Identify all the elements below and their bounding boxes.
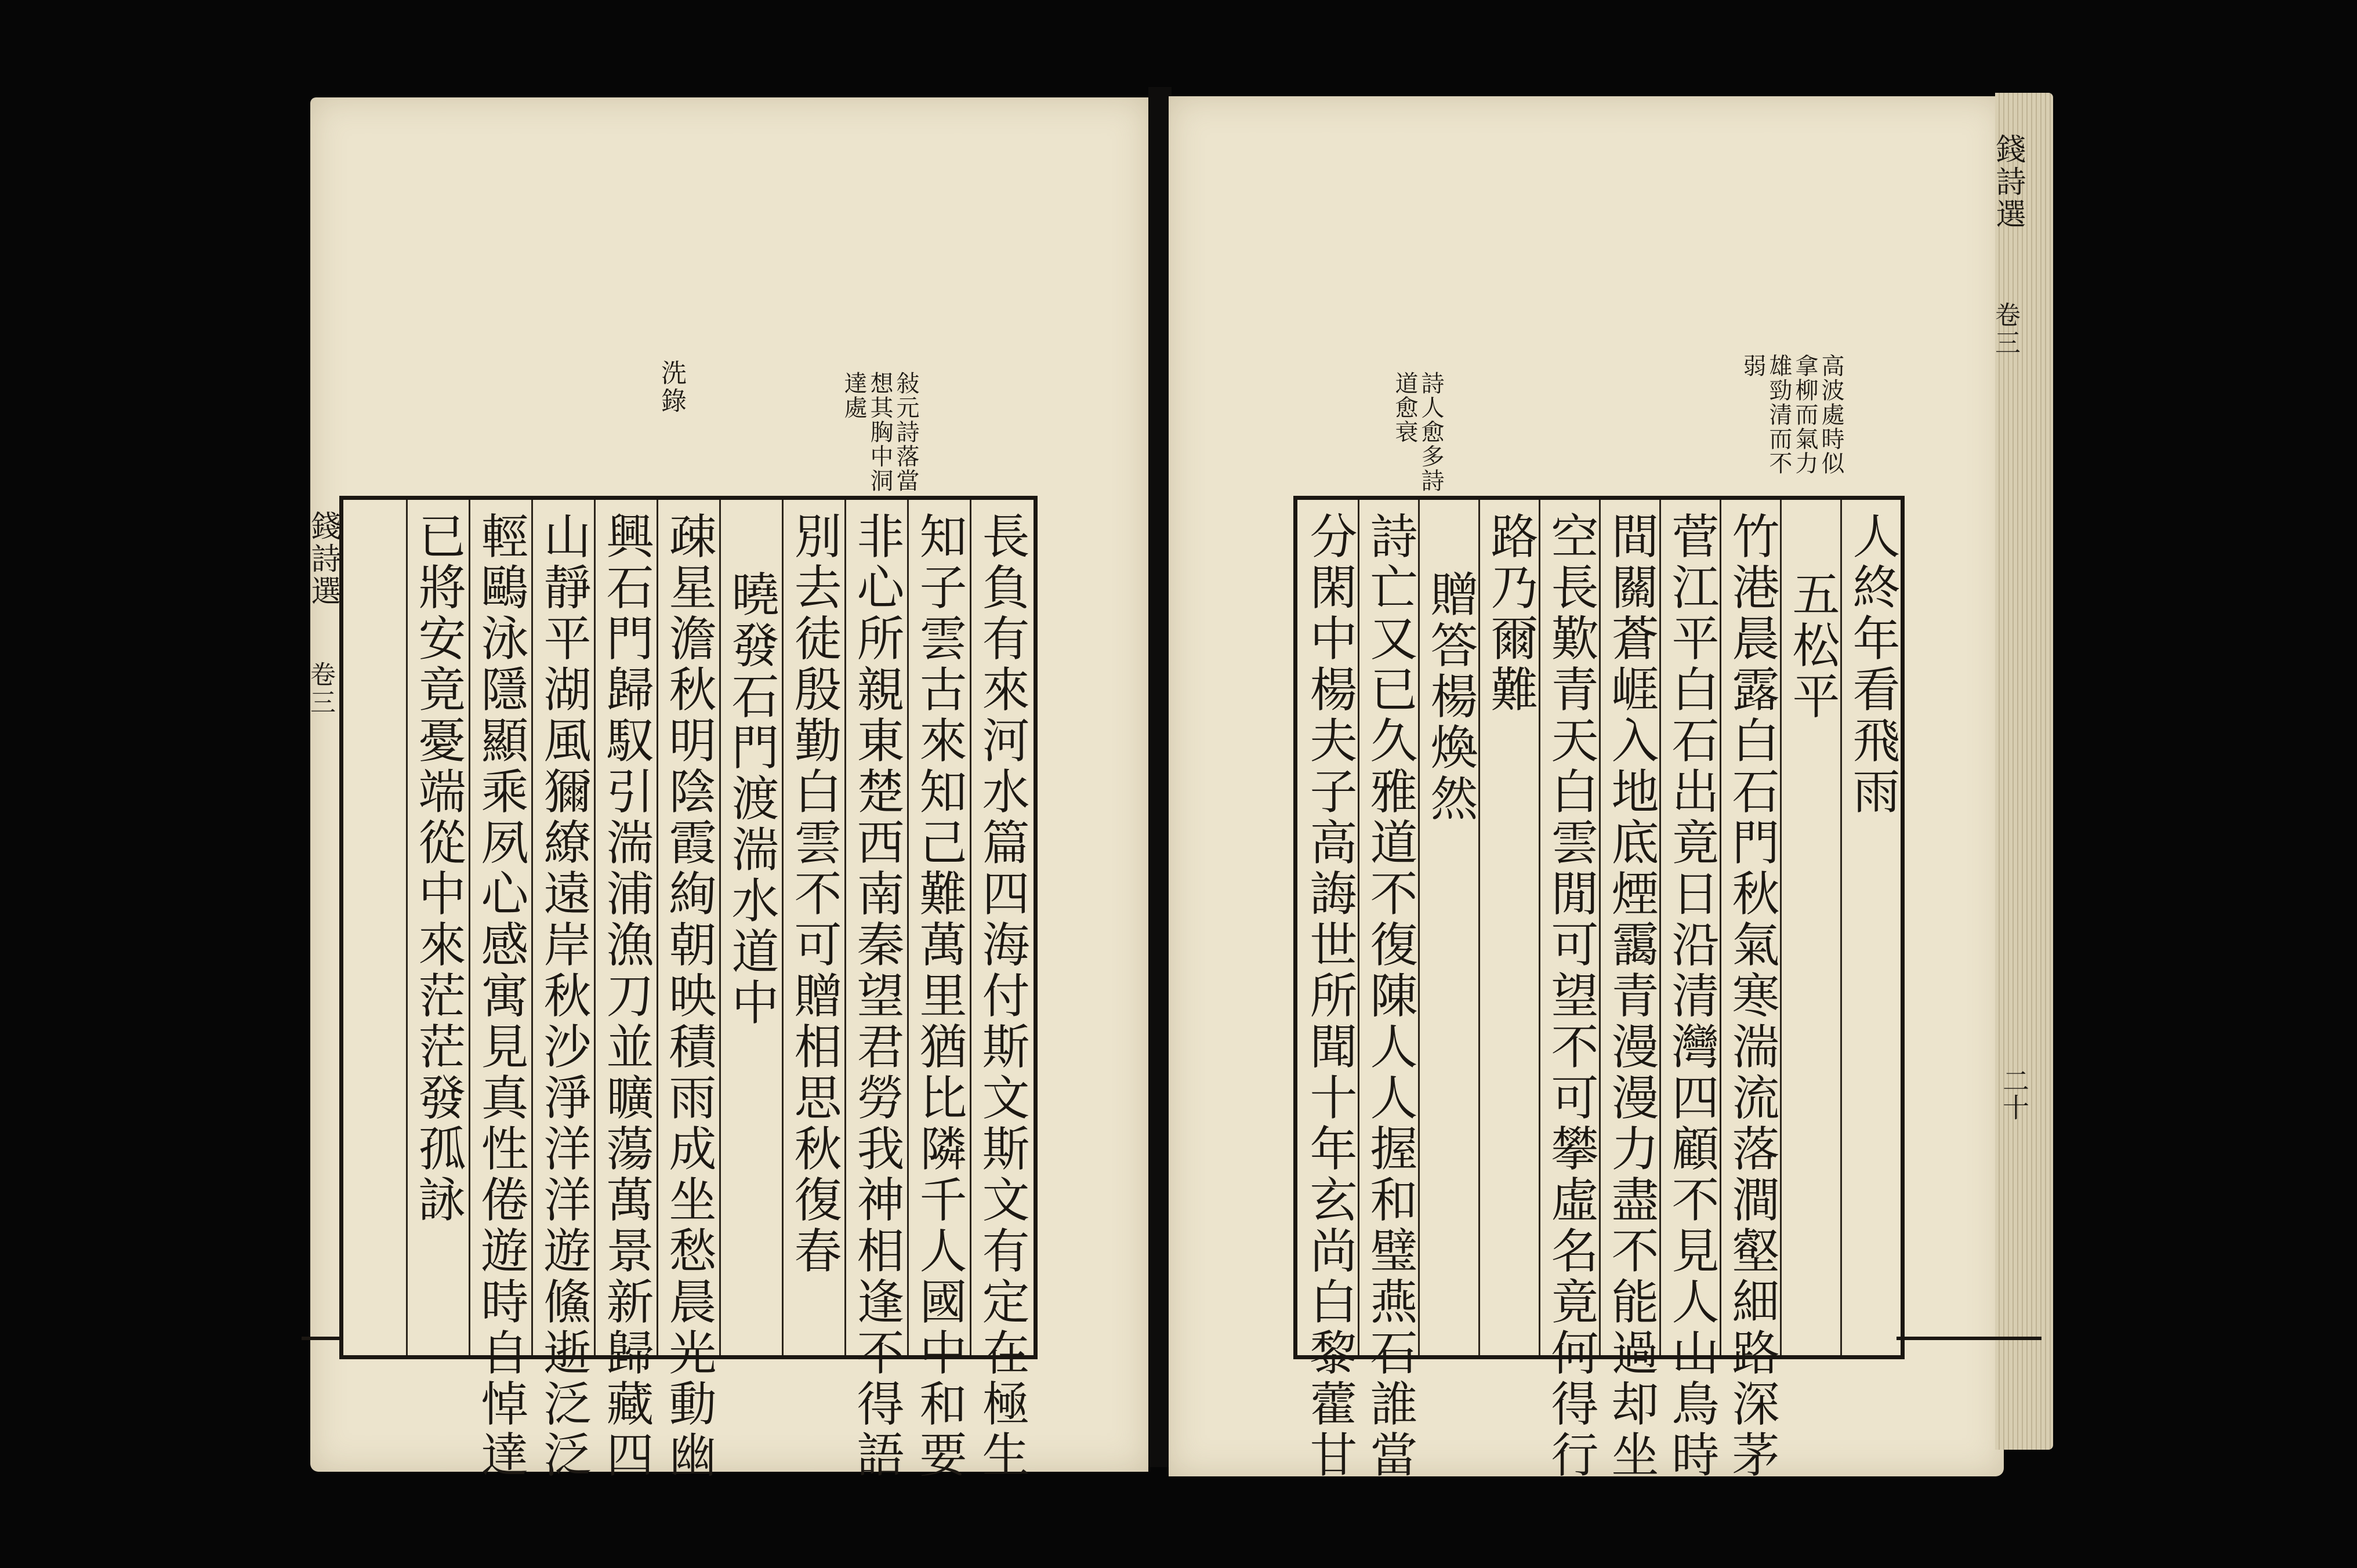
fishtail-mark [1897, 1337, 2041, 1340]
right-text-frame [1293, 496, 1905, 1481]
right-margin-volume: 卷三 [1990, 302, 2020, 357]
left-margin-title: 錢詩選 [306, 510, 340, 608]
right-column-1: 人終年看飛雨 [1845, 511, 1900, 818]
left-header-note-3: 達處 [840, 371, 867, 420]
left-column-1: 長負有來河水篇四海付斯文斯文有定在極生 [974, 511, 1029, 1481]
left-column-6: 疎星澹秋明陰霞絢朝映積雨成坐愁晨光動幽 [661, 511, 716, 1481]
left-margin-volume: 卷三 [306, 661, 335, 717]
left-column-4: 別去徒殷勤白雲不可贈相思秋復春 [786, 511, 842, 1277]
right-margin-title: 錢詩選 [1990, 133, 2025, 231]
right-column-3: 竹港晨露白石門秋氣寒湍流落澗壑細路深茅 [1724, 511, 1779, 1481]
right-column-10: 分閑中楊夫子高誨世所聞十年玄尚白黎藿甘 [1302, 511, 1357, 1481]
section-mark: 洗錄 [657, 360, 686, 415]
right-header-note-2: 拿柳而氣力 [1792, 354, 1818, 476]
book-gutter [1148, 87, 1172, 1467]
right-header-note-1: 高波處時似 [1818, 354, 1844, 476]
right-column-7: 路乃爾難 [1483, 511, 1538, 716]
left-header-note-1: 敍元詩落當 [893, 371, 919, 493]
page-edges [1995, 93, 2053, 1450]
right-column-5: 間關蒼崕入地底煙靄青漫漫力盡不能過却坐 [1604, 511, 1659, 1481]
folio-number: 二十 [1999, 1067, 2030, 1120]
right-header-note-3: 雄勁清而不 [1765, 354, 1792, 476]
right-header-note-5: 詩人愈多詩 [1417, 371, 1444, 493]
left-column-2: 知子雲古來知己難萬里猶比隣千人國中和要 [912, 511, 967, 1481]
right-poem-title-2: 贈答楊煥然 [1423, 569, 1478, 825]
right-header-note-6: 道愈衰 [1391, 371, 1418, 444]
left-column-8: 山靜平湖風獮繚遠岸秋沙淨洋洋遊鯈逝泛泛 [536, 511, 591, 1481]
right-poem-title-1: 五松平 [1785, 569, 1840, 723]
right-column-9: 詩亡又已久雅道不復陳人人握和璧燕石誰當 [1362, 511, 1417, 1481]
left-column-10: 已將安竟憂端從中來茫茫發孤詠 [411, 511, 466, 1226]
left-poem-title: 曉發石門渡湍水道中 [724, 569, 779, 1029]
right-column-6: 空長歎青天白雲閒可望不可攀虛名竟何得行 [1543, 511, 1598, 1481]
left-column-7: 興石門歸馭引湍浦漁刀並曠蕩萬景新歸藏四 [599, 511, 654, 1481]
left-column-9: 輕鷗泳隱顯乘夙心感寓見真性倦遊時自悼達 [473, 511, 528, 1481]
right-header-note-4: 弱 [1739, 354, 1766, 378]
fishtail-mark [302, 1337, 342, 1340]
left-header-note-2: 想其胸中洞 [866, 371, 893, 493]
right-column-4: 菅江平白石出竟日沿清灣四顧不見人山鳥時 [1664, 511, 1719, 1481]
left-column-3: 非心所親東楚西南秦望君勞我神相逢不得語 [849, 511, 904, 1481]
left-text-frame [339, 496, 1038, 1481]
